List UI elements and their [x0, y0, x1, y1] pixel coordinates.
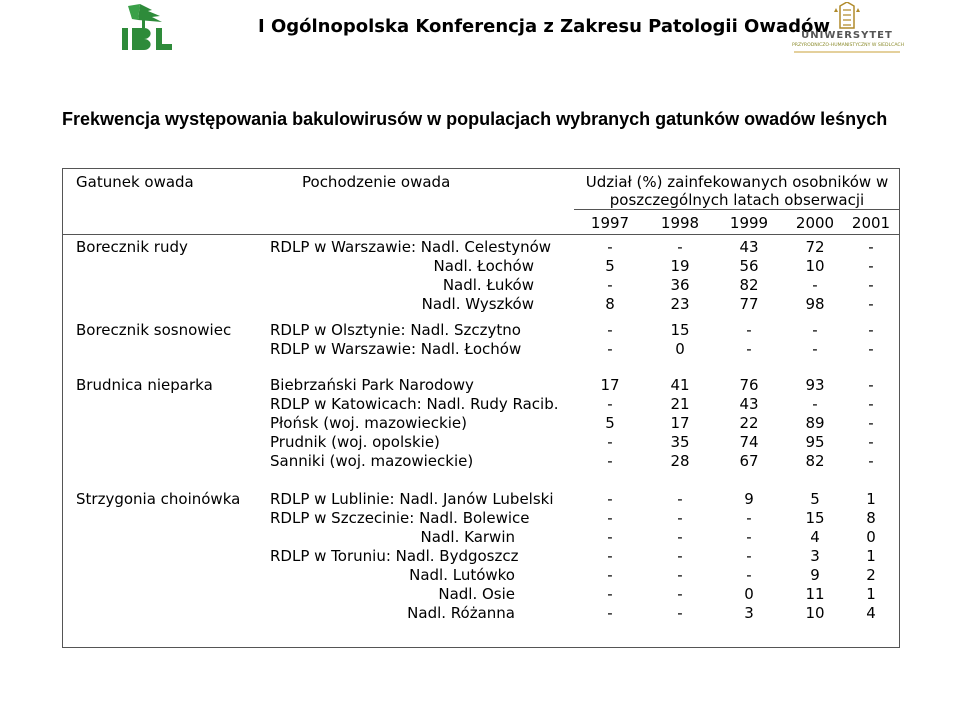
table-cell: - — [607, 566, 613, 584]
table-cell: 4 — [810, 528, 820, 546]
table-cell: 19 — [670, 257, 690, 275]
table-cell: - — [868, 238, 874, 256]
table-cell: - — [868, 295, 874, 313]
table-cell: 3 — [744, 604, 754, 622]
year-header-2001: 2001 — [851, 214, 891, 232]
table-cell: - — [746, 547, 752, 565]
table-cell: 43 — [739, 395, 759, 413]
table-cell: - — [868, 276, 874, 294]
table-cell: - — [607, 321, 613, 339]
origin-label: Nadl. Lutówko — [409, 566, 515, 584]
table-cell: - — [746, 528, 752, 546]
table-cell: 56 — [739, 257, 759, 275]
table-cell: 10 — [805, 604, 825, 622]
table-cell: 15 — [805, 509, 825, 527]
table-cell: - — [607, 238, 613, 256]
table-cell: - — [607, 585, 613, 603]
table-cell: 8 — [866, 509, 876, 527]
table-cell: 22 — [739, 414, 759, 432]
table-cell: 76 — [739, 376, 759, 394]
table-cell: 23 — [670, 295, 690, 313]
table-cell: - — [868, 321, 874, 339]
origin-label: RDLP w Katowicach: Nadl. Rudy Racib. — [270, 395, 559, 413]
table-cell: - — [812, 395, 818, 413]
table-cell: 95 — [805, 433, 825, 451]
table-cell: 5 — [605, 414, 615, 432]
table-cell: - — [607, 490, 613, 508]
table-cell: - — [677, 585, 683, 603]
university-subtitle: PRZYRODNICZO-HUMANISTYCZNY W SIEDLCACH — [792, 43, 905, 48]
table-cell: - — [868, 340, 874, 358]
table-cell: 93 — [805, 376, 825, 394]
table-cell: - — [868, 395, 874, 413]
table-cell: - — [812, 276, 818, 294]
table-cell: - — [607, 452, 613, 470]
table-cell: - — [607, 604, 613, 622]
origin-label: Nadl. Łuków — [442, 276, 534, 294]
table-cell: - — [868, 433, 874, 451]
table-cell: 2 — [866, 566, 876, 584]
table-cell: 5 — [605, 257, 615, 275]
table-cell: - — [868, 257, 874, 275]
table-cell: 17 — [670, 414, 690, 432]
table-cell: - — [746, 509, 752, 527]
table-cell: 0 — [744, 585, 754, 603]
ibl-logo-icon — [118, 2, 180, 52]
species-name: Brudnica nieparka — [76, 376, 213, 394]
origin-label: Nadl. Osie — [438, 585, 515, 603]
table-cell: 11 — [805, 585, 825, 603]
year-header-1998: 1998 — [660, 214, 700, 232]
year-header-1997: 1997 — [590, 214, 630, 232]
year-header-1999: 1999 — [729, 214, 769, 232]
table-cell: 1 — [866, 585, 876, 603]
table-cell: - — [607, 528, 613, 546]
table-cell: 67 — [739, 452, 759, 470]
header-bottom-rule — [62, 234, 900, 235]
species-name: Borecznik sosnowiec — [76, 321, 232, 339]
table-cell: - — [607, 276, 613, 294]
table-cell: 10 — [805, 257, 825, 275]
column-header-share-line2: poszczególnych latach obserwacji — [609, 191, 865, 209]
table-cell: - — [677, 509, 683, 527]
table-cell: 43 — [739, 238, 759, 256]
species-name: Strzygonia choinówka — [76, 490, 241, 508]
table-cell: 89 — [805, 414, 825, 432]
origin-label: Prudnik (woj. opolskie) — [270, 433, 440, 451]
table-cell: - — [746, 321, 752, 339]
table-cell: 8 — [605, 295, 615, 313]
table-cell: 74 — [739, 433, 759, 451]
table-cell: - — [677, 604, 683, 622]
table-cell: - — [812, 321, 818, 339]
table-cell: - — [868, 376, 874, 394]
table-cell: 21 — [670, 395, 690, 413]
table-cell: - — [677, 490, 683, 508]
table-cell: 41 — [670, 376, 690, 394]
table-cell: - — [607, 395, 613, 413]
table-cell: 0 — [675, 340, 685, 358]
table-cell: - — [746, 340, 752, 358]
table-cell: 9 — [810, 566, 820, 584]
origin-label: RDLP w Toruniu: Nadl. Bydgoszcz — [270, 547, 519, 565]
table-cell: - — [677, 528, 683, 546]
table-cell: 72 — [805, 238, 825, 256]
table-cell: - — [812, 340, 818, 358]
table-cell: - — [607, 547, 613, 565]
table-cell: - — [868, 414, 874, 432]
table-cell: 98 — [805, 295, 825, 313]
table-cell: 9 — [744, 490, 754, 508]
column-header-species: Gatunek owada — [76, 173, 194, 191]
species-name: Borecznik rudy — [76, 238, 188, 256]
origin-label: RDLP w Szczecinie: Nadl. Bolewice — [270, 509, 530, 527]
origin-label: Nadl. Różanna — [407, 604, 515, 622]
table-cell: 82 — [739, 276, 759, 294]
table-cell: 17 — [600, 376, 620, 394]
origin-label: Płońsk (woj. mazowieckie) — [270, 414, 467, 432]
table-cell: 36 — [670, 276, 690, 294]
origin-label: Nadl. Karwin — [420, 528, 515, 546]
table-cell: - — [677, 238, 683, 256]
table-cell: 1 — [866, 547, 876, 565]
university-name: UNIWERSYTET — [801, 30, 893, 41]
origin-label: RDLP w Olsztynie: Nadl. Szczytno — [270, 321, 521, 339]
origin-label: RDLP w Lublinie: Nadl. Janów Lubelski — [270, 490, 554, 508]
origin-label: Biebrzański Park Narodowy — [270, 376, 474, 394]
table-cell: - — [677, 547, 683, 565]
origin-label: Nadl. Łochów — [433, 257, 534, 275]
column-header-origin: Pochodzenie owada — [302, 173, 451, 191]
table-cell: 4 — [866, 604, 876, 622]
table-cell: 0 — [866, 528, 876, 546]
table-cell: 5 — [810, 490, 820, 508]
origin-label: Sanniki (woj. mazowieckie) — [270, 452, 474, 470]
table-cell: - — [677, 566, 683, 584]
origin-label: RDLP w Warszawie: Nadl. Łochów — [270, 340, 522, 358]
conference-title: I Ogólnopolska Konferencja z Zakresu Patologii Owadów — [258, 16, 830, 37]
year-header-2000: 2000 — [795, 214, 835, 232]
origin-label: Nadl. Wyszków — [421, 295, 534, 313]
table-cell: - — [607, 509, 613, 527]
table-cell: 1 — [866, 490, 876, 508]
table-cell: 28 — [670, 452, 690, 470]
table-cell: - — [746, 566, 752, 584]
slide-header — [0, 0, 960, 58]
table-cell: - — [607, 433, 613, 451]
table-cell: 15 — [670, 321, 690, 339]
origin-label: RDLP w Warszawie: Nadl. Celestynów — [270, 238, 552, 256]
column-header-share: Udział (%) zainfekowanych osobników w — [585, 173, 889, 191]
table-cell: 77 — [739, 295, 759, 313]
table-cell: - — [868, 452, 874, 470]
table-cell: 3 — [810, 547, 820, 565]
page-title: Frekwencja występowania bakulowirusów w populacjach wybranych gatunków owadów leśnych — [62, 109, 888, 129]
table-cell: 35 — [670, 433, 690, 451]
table-cell: 82 — [805, 452, 825, 470]
table-cell: - — [607, 340, 613, 358]
